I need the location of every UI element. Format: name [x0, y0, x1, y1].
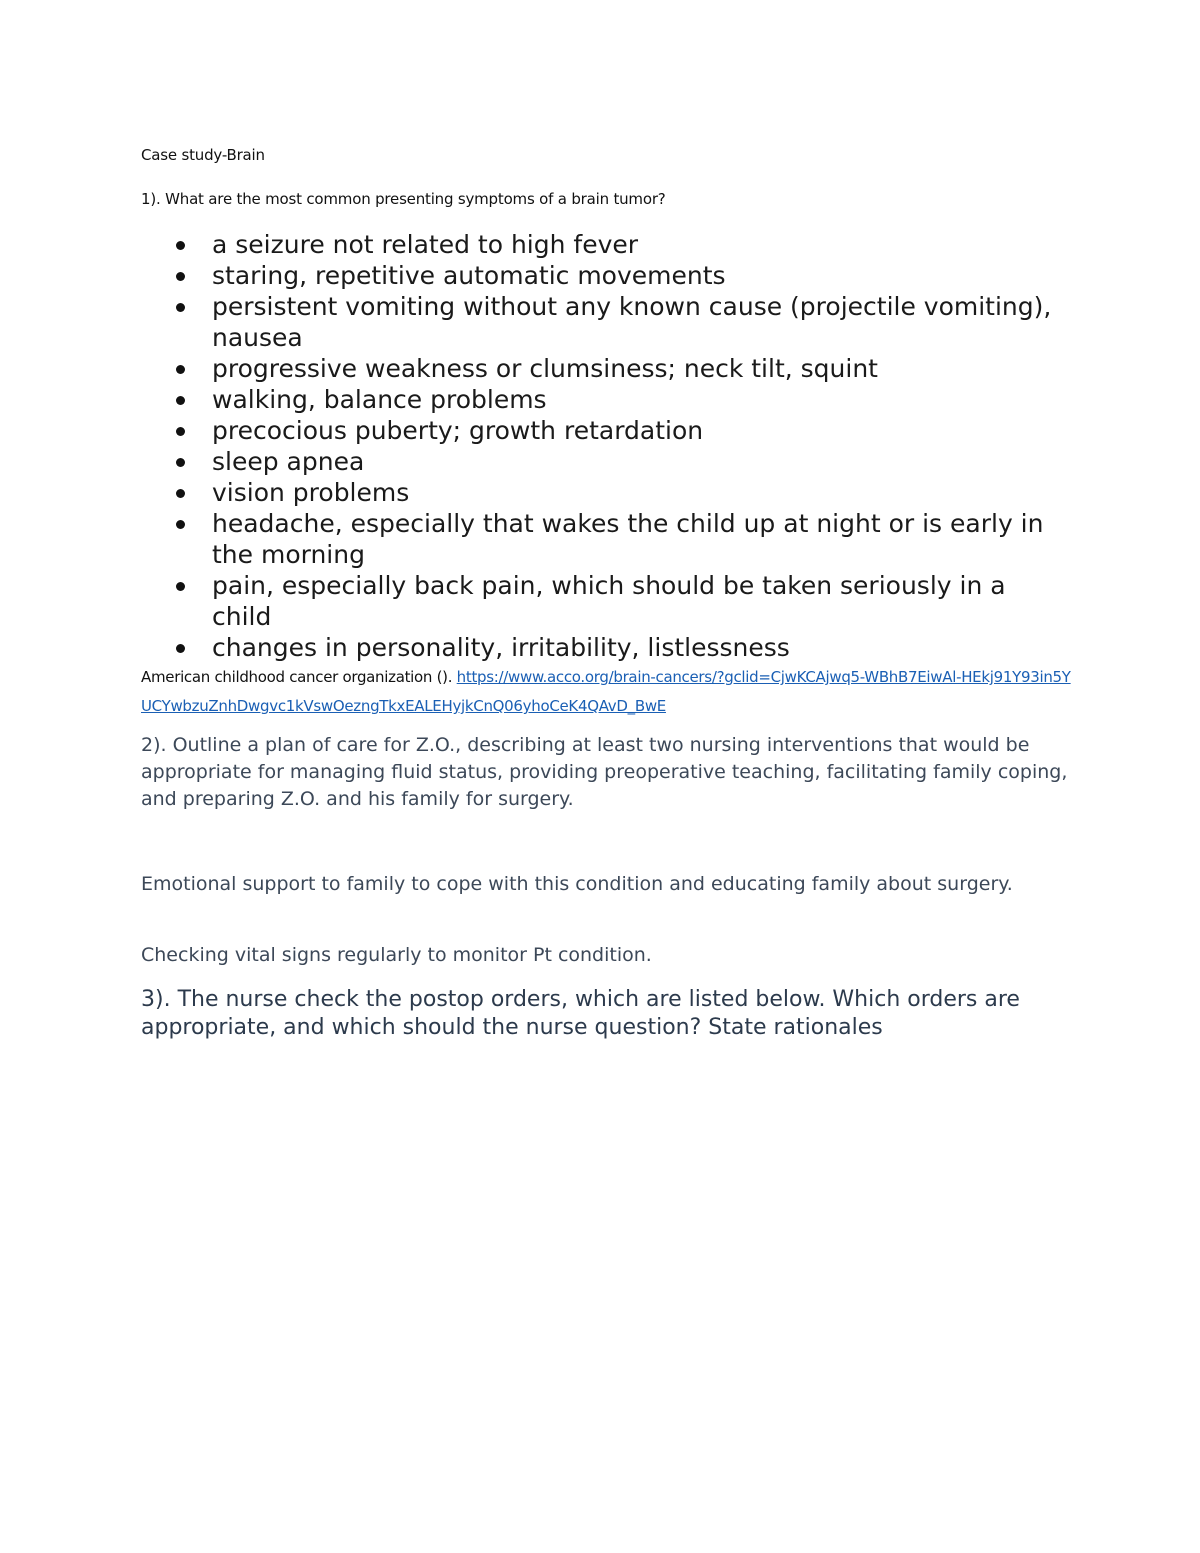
bullet-icon [176, 427, 185, 436]
document-title: Case study-Brain [141, 146, 265, 164]
list-item [141, 508, 1071, 570]
list-item [141, 477, 1071, 508]
symptom-text: sleep apnea [212, 447, 365, 476]
symptom-text: staring, repetitive automatic movements [212, 261, 726, 290]
list-item [141, 632, 1071, 663]
question-3: 3). The nurse check the postop orders, which are listed below. Which orders are appropriate, and which should the nurse question? State rationales [141, 987, 1020, 1040]
bullet-icon [176, 582, 185, 591]
list-item [141, 415, 1071, 446]
list-item [141, 570, 1071, 632]
answer-2-vital-signs: Checking vital signs regularly to monitor Pt condition. [141, 944, 652, 966]
list-item [141, 291, 1071, 353]
symptom-text: progressive weakness or clumsiness; neck tilt, squint [212, 354, 878, 383]
bullet-icon [176, 272, 185, 281]
citation-link[interactable]: https://www.acco.org/brain-cancers/?gclid=CjwKCAjwq5-WBhB7EiwAl-HEkj91Y93in5YUCYwbzuZnhDwgvc1kVswOezngTkxEALEHyjkCnQ06yhoCeK4QAvD_BwE [141, 668, 1071, 715]
symptom-text: vision problems [212, 478, 410, 507]
citation [141, 663, 1081, 721]
list-item [141, 384, 1071, 415]
symptom-text: precocious puberty; growth retardation [212, 416, 704, 445]
list-item [141, 229, 1071, 260]
bullet-icon [176, 489, 185, 498]
list-item [141, 260, 1071, 291]
list-item [141, 446, 1071, 477]
answer-2-emotional-support: Emotional support to family to cope with this condition and educating family about surgery. [141, 873, 1013, 895]
symptom-text: persistent vomiting without any known cause (projectile vomiting), nausea [212, 292, 1052, 352]
bullet-icon [176, 396, 185, 405]
symptom-text: changes in personality, irritability, listlessness [212, 633, 790, 662]
symptom-text: pain, especially back pain, which should be taken seriously in a child [212, 571, 1006, 631]
question-2: 2). Outline a plan of care for Z.O., describing at least two nursing interventions that would be appropriate for managing fluid status, providing preoperative teaching, facilitating family coping, and preparing Z.O. and his family for surgery. [141, 734, 1068, 810]
bullet-icon [176, 644, 185, 653]
bullet-icon [176, 303, 185, 312]
symptom-list [141, 229, 1071, 663]
bullet-icon [176, 458, 185, 467]
bullet-icon [176, 241, 185, 250]
bullet-icon [176, 520, 185, 529]
citation-source: American childhood cancer organization (). [141, 668, 457, 686]
symptom-text: walking, balance problems [212, 385, 547, 414]
bullet-icon [176, 365, 185, 374]
symptom-text: a seizure not related to high fever [212, 230, 639, 259]
question-1: 1). What are the most common presenting symptoms of a brain tumor? [141, 190, 666, 208]
list-item [141, 353, 1071, 384]
symptom-text: headache, especially that wakes the child up at night or is early in the morning [212, 509, 1044, 569]
